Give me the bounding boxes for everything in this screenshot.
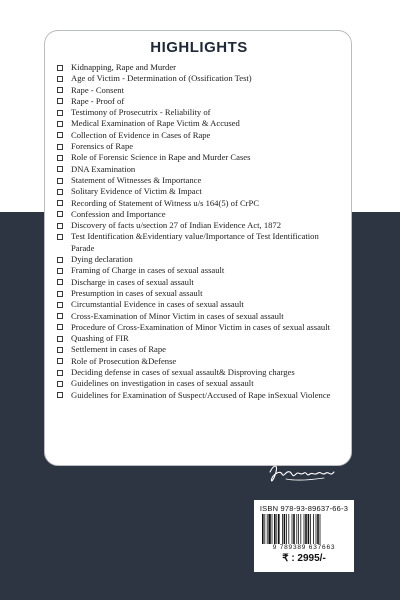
barcode-bar xyxy=(310,514,311,544)
barcode-icon xyxy=(261,514,347,544)
highlight-item-text: Confession and Importance xyxy=(71,208,166,219)
barcode-number: 9 789389 637663 xyxy=(272,544,336,551)
highlight-item-text: Recording of Statement of Witness u/s 164(5) of CrPC xyxy=(71,197,260,208)
barcode-bar xyxy=(284,514,286,544)
highlight-item xyxy=(57,254,341,265)
highlight-item xyxy=(57,367,341,378)
highlight-item xyxy=(57,118,341,129)
barcode-bar xyxy=(300,514,301,544)
highlight-item xyxy=(57,333,341,344)
highlight-item xyxy=(57,186,341,197)
highlight-item xyxy=(57,107,341,118)
highlight-item-text: Circumstantial Evidence in cases of sexual assault xyxy=(71,299,244,310)
barcode-bar xyxy=(264,514,265,544)
highlight-item xyxy=(57,152,341,163)
checkbox-square-icon xyxy=(57,381,63,387)
checkbox-square-icon xyxy=(57,200,63,206)
highlight-item-text: Guidelines for Examination of Suspect/Accused of Rape inSexual Violence xyxy=(71,389,331,400)
highlight-item xyxy=(57,198,341,209)
highlight-item xyxy=(57,378,341,389)
checkbox-square-icon xyxy=(57,98,63,104)
highlight-item xyxy=(57,356,341,367)
highlight-item xyxy=(57,299,341,310)
barcode-bar xyxy=(320,514,321,544)
barcode-bar xyxy=(288,514,289,544)
barcode-bar xyxy=(262,514,264,544)
checkbox-square-icon xyxy=(57,336,63,342)
barcode-bar xyxy=(304,514,305,544)
highlight-item-text: Rape - Consent xyxy=(71,84,124,95)
checkbox-square-icon xyxy=(57,189,63,195)
barcode-bar xyxy=(317,514,319,544)
checkbox-square-icon xyxy=(57,392,63,398)
checkbox-square-icon xyxy=(57,178,63,184)
barcode-bar xyxy=(282,514,283,544)
highlights-title: HIGHLIGHTS xyxy=(150,39,248,56)
checkbox-square-icon xyxy=(57,268,63,274)
highlight-item-text: Guidelines on investigation in cases of sexual assault xyxy=(71,378,254,389)
checkbox-square-icon xyxy=(57,144,63,150)
highlight-item-text: Forensics of Rape xyxy=(71,141,134,152)
highlight-item xyxy=(57,288,341,299)
highlight-item-text: Procedure of Cross-Examination of Minor Victim in cases of sexual assault xyxy=(71,321,330,332)
checkbox-square-icon xyxy=(57,155,63,161)
highlight-item-text: Deciding defense in cases of sexual assault& Disproving charges xyxy=(71,367,295,378)
highlight-item xyxy=(57,311,341,322)
highlight-item-text: Discovery of facts u/section 27 of Indian Evidence Act, 1872 xyxy=(71,220,282,231)
highlight-item xyxy=(57,265,341,276)
highlight-item xyxy=(57,322,341,333)
highlight-item-text: Medical Examination of Rape Victim & Accused xyxy=(71,118,240,129)
highlight-item xyxy=(57,130,341,141)
checkbox-square-icon xyxy=(57,87,63,93)
author-signature xyxy=(266,458,346,488)
highlight-item-text: Framing of Charge in cases of sexual assault xyxy=(71,265,225,276)
barcode-bar xyxy=(276,514,277,544)
checkbox-square-icon xyxy=(57,76,63,82)
checkbox-square-icon xyxy=(57,211,63,217)
highlights-list xyxy=(57,62,341,401)
barcode-label xyxy=(254,500,354,572)
highlight-item-text: Statement of Witnesses & Importance xyxy=(71,174,202,185)
highlight-item-text: Testimony of Prosecutrix - Reliability of xyxy=(71,107,211,118)
highlight-item xyxy=(57,344,341,355)
highlight-item-text: DNA Examination xyxy=(71,163,136,174)
barcode-bar xyxy=(286,514,287,544)
barcode-bar xyxy=(293,514,295,544)
barcode-bar xyxy=(278,514,280,544)
highlight-item xyxy=(57,220,341,231)
highlight-item-text: Settlement in cases of Rape xyxy=(71,344,166,355)
checkbox-square-icon xyxy=(57,223,63,229)
highlight-item xyxy=(57,85,341,96)
barcode-bar xyxy=(308,514,310,544)
highlight-item-text: Solitary Evidence of Victim & Impact xyxy=(71,186,202,197)
checkbox-square-icon xyxy=(57,65,63,71)
highlight-item xyxy=(57,231,341,254)
highlight-item xyxy=(57,277,341,288)
checkbox-square-icon xyxy=(57,166,63,172)
isbn-text: ISBN 978-93-89637-66-3 xyxy=(259,504,349,513)
highlight-item-text: Discharge in cases of sexual assault xyxy=(71,276,194,287)
checkbox-square-icon xyxy=(57,279,63,285)
highlight-item-text: Test Identification &Evidentiary value/Importance of Test Identification Parade xyxy=(71,231,319,253)
highlights-card xyxy=(44,30,352,466)
checkbox-square-icon xyxy=(57,291,63,297)
highlight-item-text: Collection of Evidence in Cases of Rape xyxy=(71,129,211,140)
highlight-item xyxy=(57,62,341,73)
highlight-item xyxy=(57,96,341,107)
highlight-item-text: Role of Prosecution &Defense xyxy=(71,355,177,366)
checkbox-square-icon xyxy=(57,313,63,319)
checkbox-square-icon xyxy=(57,358,63,364)
barcode-bar xyxy=(292,514,293,544)
barcode-bar xyxy=(274,514,276,544)
highlight-item-text: Role of Forensic Science in Rape and Murder Cases xyxy=(71,152,251,163)
highlight-item xyxy=(57,209,341,220)
barcode-bar xyxy=(313,514,314,544)
highlight-item-text: Kidnapping, Rape and Murder xyxy=(71,62,177,72)
highlight-item-text: Cross-Examination of Minor Victim in cases of sexual assault xyxy=(71,310,284,321)
checkbox-square-icon xyxy=(57,324,63,330)
checkbox-square-icon xyxy=(57,257,63,263)
highlight-item-text: Presumption in cases of sexual assault xyxy=(71,287,203,298)
barcode-bar xyxy=(296,514,297,544)
highlight-item xyxy=(57,164,341,175)
checkbox-square-icon xyxy=(57,347,63,353)
highlight-item-text: Quashing of FIR xyxy=(71,333,129,344)
checkbox-square-icon xyxy=(57,234,63,240)
checkbox-square-icon xyxy=(57,121,63,127)
barcode-bar xyxy=(305,514,307,544)
highlight-item xyxy=(57,73,341,84)
checkbox-square-icon xyxy=(57,370,63,376)
checkbox-square-icon xyxy=(57,302,63,308)
barcode-bar xyxy=(268,514,270,544)
highlight-item-text: Dying declaration xyxy=(71,254,133,265)
barcode-bar xyxy=(316,514,317,544)
price-text: ₹ : 2995/- xyxy=(282,553,326,564)
highlight-item xyxy=(57,175,341,186)
highlight-item xyxy=(57,141,341,152)
barcode-bar xyxy=(298,514,299,544)
highlight-item-text: Rape - Proof of xyxy=(71,95,125,106)
checkbox-square-icon xyxy=(57,132,63,138)
checkbox-square-icon xyxy=(57,110,63,116)
barcode-bar xyxy=(272,514,273,544)
barcode-bar xyxy=(267,514,268,544)
highlight-item xyxy=(57,390,341,401)
highlight-item-text: Age of Victim - Determination of (Ossification Test) xyxy=(71,73,252,84)
